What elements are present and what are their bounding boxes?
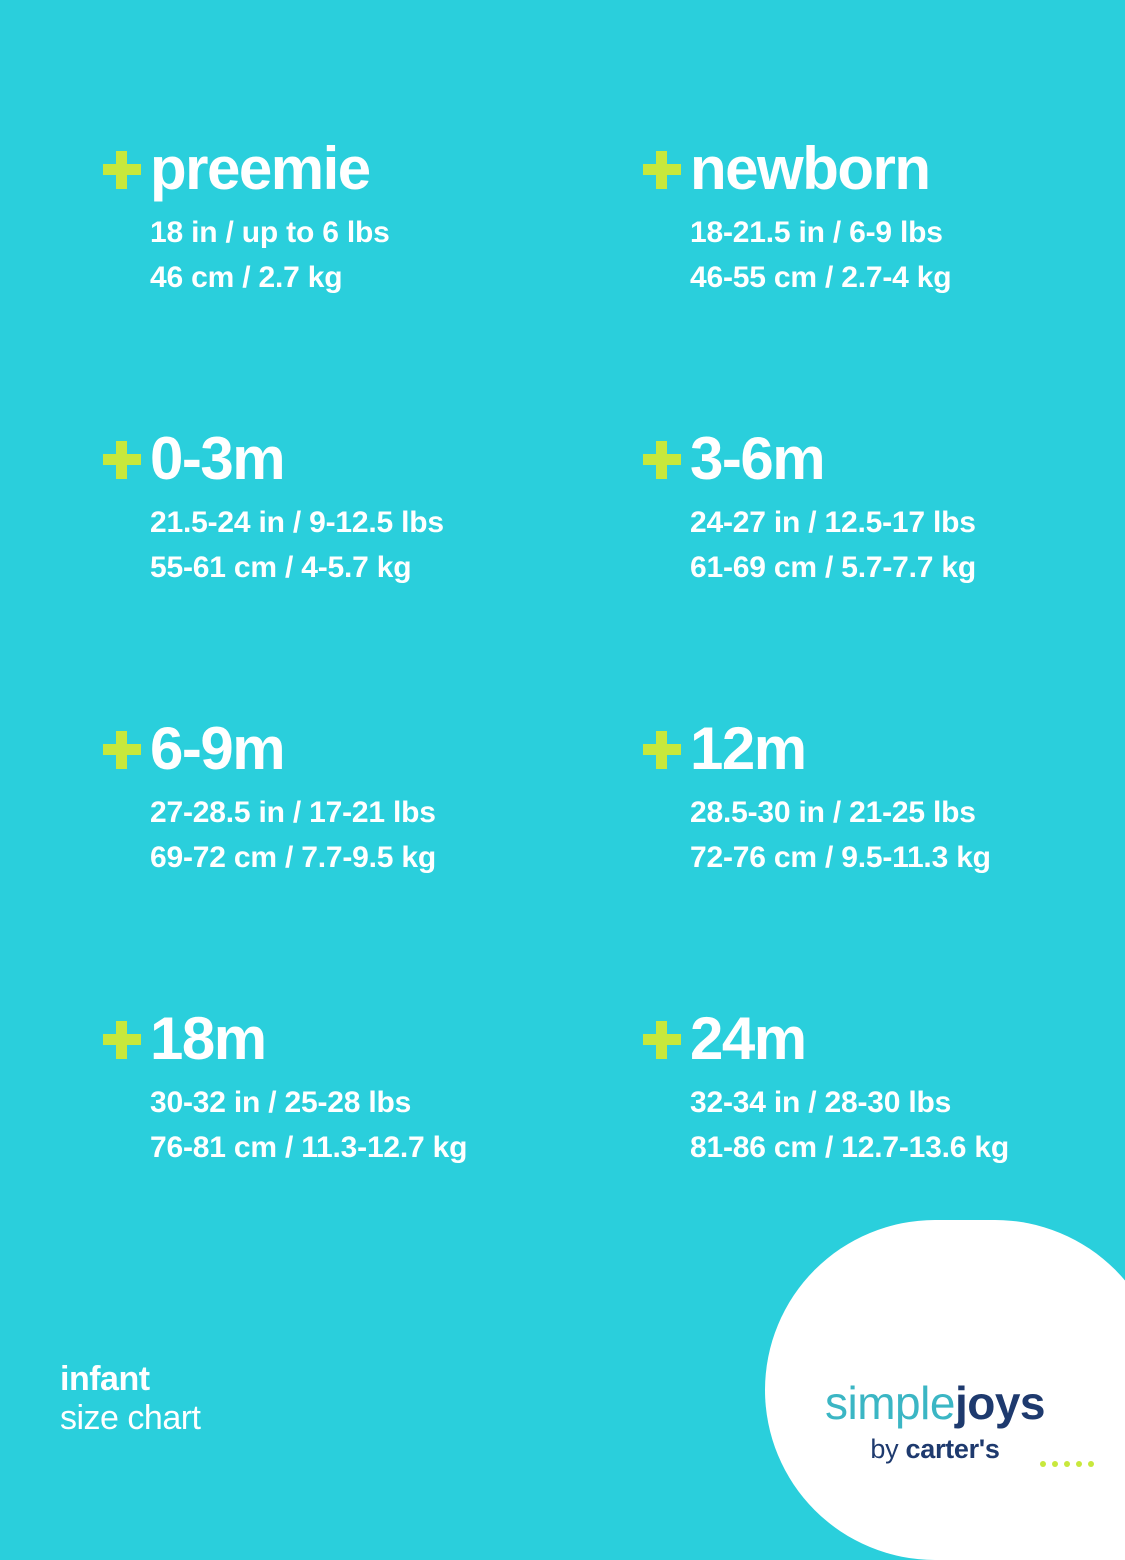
size-measurement-metric: 46 cm / 2.7 kg bbox=[150, 261, 343, 294]
size-measurement-imperial: 32-34 in / 28-30 lbs bbox=[690, 1086, 952, 1119]
plus-icon bbox=[100, 1010, 144, 1068]
size-heading bbox=[640, 1005, 1125, 1072]
logo-word-joys: joys bbox=[954, 1377, 1045, 1429]
size-label: preemie bbox=[150, 135, 370, 202]
size-measurements bbox=[100, 210, 640, 300]
plus-icon bbox=[100, 720, 144, 778]
size-measurement-metric: 69-72 cm / 7.7-9.5 kg bbox=[150, 841, 436, 874]
size-card-newborn bbox=[640, 135, 1125, 430]
page-title-secondary: size chart bbox=[60, 1398, 201, 1437]
logo-by-label: by bbox=[870, 1434, 906, 1464]
logo-word-simple: simple bbox=[825, 1377, 955, 1429]
page-title bbox=[60, 1360, 201, 1438]
size-measurement-metric: 61-69 cm / 5.7-7.7 kg bbox=[690, 551, 976, 584]
size-measurements bbox=[100, 790, 640, 880]
size-measurement-metric: 81-86 cm / 12.7-13.6 kg bbox=[690, 1131, 1009, 1164]
size-label: 6-9m bbox=[150, 715, 285, 782]
size-card-6-9m bbox=[100, 715, 640, 1010]
plus-icon bbox=[640, 140, 684, 198]
size-measurements bbox=[640, 210, 1125, 300]
page-title-primary: infant bbox=[60, 1359, 150, 1398]
size-label: 3-6m bbox=[690, 425, 825, 492]
logo-wordmark bbox=[770, 1377, 1100, 1429]
size-measurements bbox=[640, 1080, 1125, 1170]
size-measurements bbox=[100, 500, 640, 590]
size-measurement-metric: 46-55 cm / 2.7-4 kg bbox=[690, 261, 952, 294]
size-label: newborn bbox=[690, 135, 930, 202]
size-heading bbox=[100, 135, 640, 202]
plus-icon bbox=[640, 1010, 684, 1068]
size-measurement-imperial: 21.5-24 in / 9-12.5 lbs bbox=[150, 506, 444, 539]
size-measurement-imperial: 28.5-30 in / 21-25 lbs bbox=[690, 796, 976, 829]
size-heading bbox=[100, 715, 640, 782]
size-card-12m bbox=[640, 715, 1125, 1010]
plus-icon bbox=[100, 430, 144, 488]
size-measurement-imperial: 27-28.5 in / 17-21 lbs bbox=[150, 796, 436, 829]
size-measurement-imperial: 24-27 in / 12.5-17 lbs bbox=[690, 506, 976, 539]
size-measurements bbox=[640, 500, 1125, 590]
size-card-18m bbox=[100, 1005, 640, 1260]
size-grid bbox=[0, 135, 1125, 1260]
size-label: 0-3m bbox=[150, 425, 285, 492]
size-measurement-imperial: 18 in / up to 6 lbs bbox=[150, 216, 390, 249]
size-measurements bbox=[100, 1080, 640, 1170]
size-card-3-6m bbox=[640, 425, 1125, 720]
size-measurements bbox=[640, 790, 1125, 880]
size-measurement-imperial: 18-21.5 in / 6-9 lbs bbox=[690, 216, 943, 249]
brand-logo bbox=[770, 1377, 1100, 1465]
size-heading bbox=[640, 135, 1125, 202]
size-heading bbox=[100, 1005, 640, 1072]
size-label: 12m bbox=[690, 715, 806, 782]
size-label: 18m bbox=[150, 1005, 266, 1072]
logo-dots-icon bbox=[974, 1461, 1094, 1471]
size-card-preemie bbox=[100, 135, 640, 430]
size-card-24m bbox=[640, 1005, 1125, 1260]
plus-icon bbox=[640, 430, 684, 488]
plus-icon bbox=[100, 140, 144, 198]
logo-brand-name: carter's bbox=[905, 1434, 1000, 1464]
size-measurement-imperial: 30-32 in / 25-28 lbs bbox=[150, 1086, 412, 1119]
size-measurement-metric: 76-81 cm / 11.3-12.7 kg bbox=[150, 1131, 468, 1164]
size-heading bbox=[100, 425, 640, 492]
size-heading bbox=[640, 715, 1125, 782]
size-measurement-metric: 72-76 cm / 9.5-11.3 kg bbox=[690, 841, 991, 874]
size-label: 24m bbox=[690, 1005, 806, 1072]
plus-icon bbox=[640, 720, 684, 778]
size-heading bbox=[640, 425, 1125, 492]
size-measurement-metric: 55-61 cm / 4-5.7 kg bbox=[150, 551, 412, 584]
size-card-0-3m bbox=[100, 425, 640, 720]
